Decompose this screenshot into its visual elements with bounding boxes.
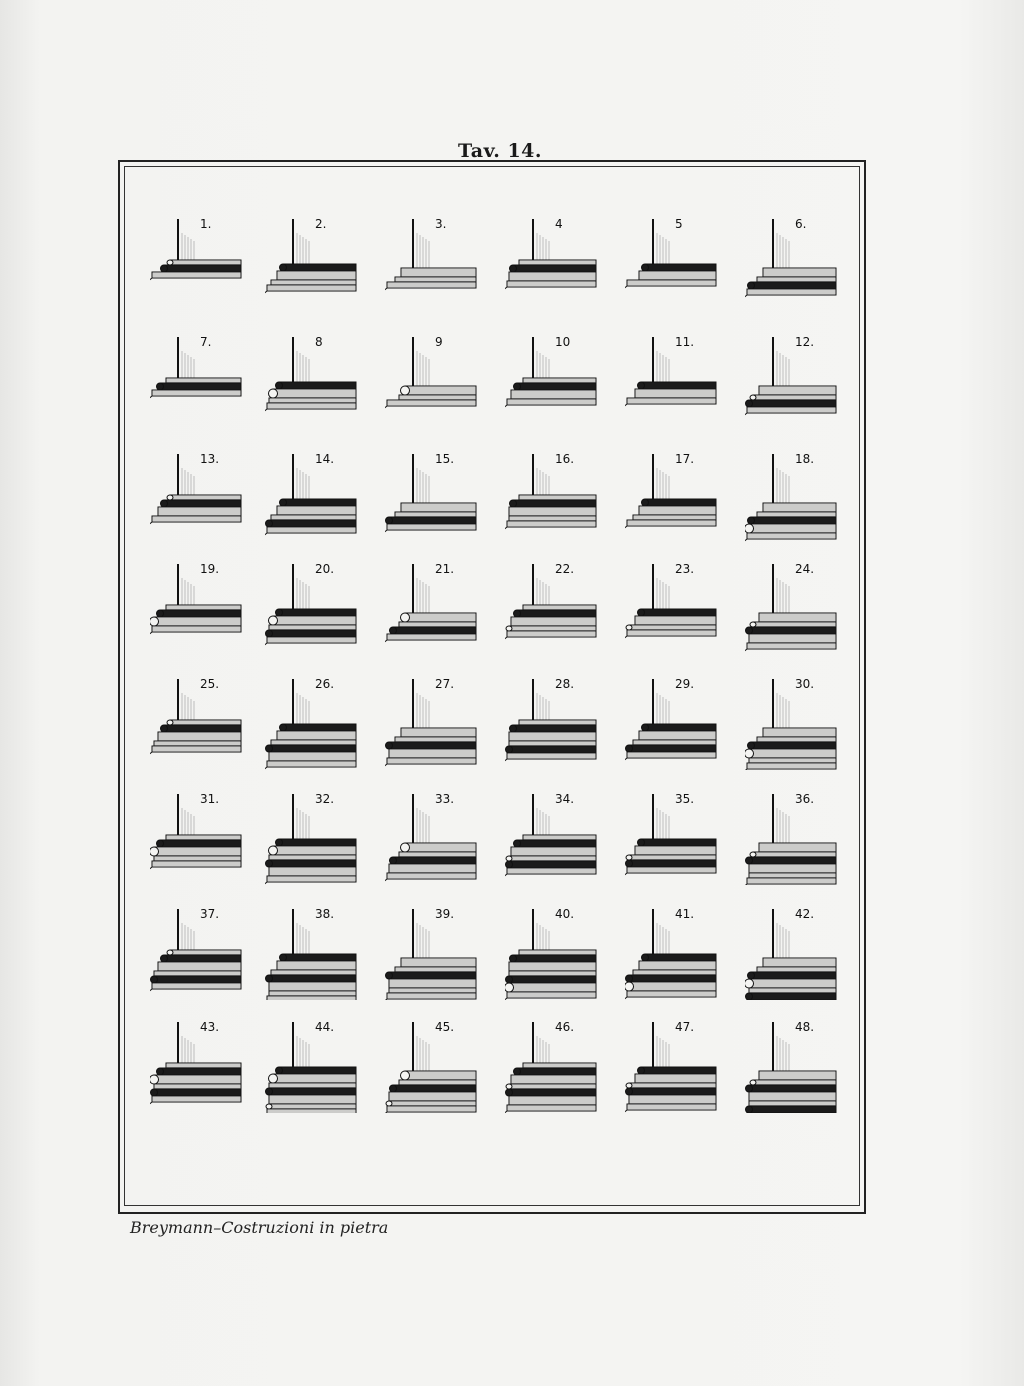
moulding-profile [745, 675, 840, 770]
moulding-profile [505, 790, 600, 885]
moulding-profile [745, 790, 840, 885]
moulding-profile [505, 675, 600, 770]
moulding-profile [150, 450, 245, 545]
moulding-profile [745, 333, 840, 428]
profile-number: 20. [315, 562, 335, 576]
moulding-profile [745, 450, 840, 545]
profile-drawing [385, 905, 480, 1000]
moulding-profile [385, 905, 480, 1000]
moulding-profile [745, 215, 840, 310]
moulding-profile [625, 905, 720, 1000]
profile-number: 6. [795, 217, 807, 231]
profile-number: 22. [555, 562, 575, 576]
profile-drawing [745, 675, 840, 770]
profile-drawing [265, 333, 360, 428]
profile-drawing [505, 790, 600, 885]
profile-number: 21. [435, 562, 455, 576]
moulding-profile [745, 560, 840, 655]
profile-drawing [505, 1018, 600, 1113]
profile-drawing [625, 790, 720, 885]
profile-drawing [150, 675, 245, 770]
moulding-profile [150, 333, 245, 428]
moulding-profile [265, 215, 360, 310]
profile-number: 27. [435, 677, 455, 691]
profile-number: 44. [315, 1020, 335, 1034]
profile-drawing [505, 333, 600, 428]
profile-number: 48. [795, 1020, 815, 1034]
profile-drawing [150, 450, 245, 545]
profile-drawing [150, 215, 245, 310]
profile-drawing [385, 333, 480, 428]
profile-drawing [745, 450, 840, 545]
profile-drawing [265, 560, 360, 655]
profile-drawing [385, 1018, 480, 1113]
moulding-profile [385, 560, 480, 655]
profile-number: 1. [200, 217, 212, 231]
profile-drawing [745, 1018, 840, 1113]
profile-drawing [265, 675, 360, 770]
profile-drawing [745, 333, 840, 428]
moulding-profile [625, 790, 720, 885]
moulding-profile [265, 333, 360, 428]
profile-number: 26. [315, 677, 335, 691]
profile-drawing [505, 905, 600, 1000]
profile-drawing [745, 905, 840, 1000]
profile-number: 11. [675, 335, 695, 349]
plate-title: Tav. 14. [457, 140, 543, 162]
profile-number: 39. [435, 907, 455, 921]
moulding-profile [385, 450, 480, 545]
profile-drawing [150, 790, 245, 885]
profile-number: 4 [555, 217, 563, 231]
profile-number: 47. [675, 1020, 695, 1034]
profile-drawing [625, 450, 720, 545]
profile-drawing [505, 450, 600, 545]
moulding-profile [150, 1018, 245, 1113]
moulding-profile [150, 905, 245, 1000]
moulding-profile [265, 790, 360, 885]
moulding-profile [505, 333, 600, 428]
profile-number: 42. [795, 907, 815, 921]
profile-number: 8 [315, 335, 323, 349]
profile-drawing [265, 450, 360, 545]
profile-drawing [505, 675, 600, 770]
moulding-profile [385, 790, 480, 885]
profile-number: 14. [315, 452, 335, 466]
moulding-profile [745, 905, 840, 1000]
profile-drawing [150, 560, 245, 655]
profile-drawing [505, 215, 600, 310]
profile-number: 31. [200, 792, 220, 806]
profile-number: 36. [795, 792, 815, 806]
profile-number: 12. [795, 335, 815, 349]
moulding-profile [625, 215, 720, 310]
moulding-profile [745, 1018, 840, 1113]
profile-number: 34. [555, 792, 575, 806]
profile-drawing [625, 215, 720, 310]
moulding-profile [150, 675, 245, 770]
profile-number: 10 [555, 335, 571, 349]
moulding-profile [625, 1018, 720, 1113]
profile-number: 2. [315, 217, 327, 231]
profile-number: 16. [555, 452, 575, 466]
profile-number: 3. [435, 217, 447, 231]
profile-drawing [385, 560, 480, 655]
profile-number: 29. [675, 677, 695, 691]
profile-number: 46. [555, 1020, 575, 1034]
profile-number: 37. [200, 907, 220, 921]
profile-drawing [150, 905, 245, 1000]
profile-drawing [625, 1018, 720, 1113]
profile-number: 23. [675, 562, 695, 576]
moulding-profile [505, 905, 600, 1000]
profile-drawing [385, 215, 480, 310]
profile-number: 30. [795, 677, 815, 691]
moulding-profile [385, 1018, 480, 1113]
profile-drawing [385, 675, 480, 770]
profile-drawing [150, 333, 245, 428]
profile-drawing [265, 215, 360, 310]
profile-drawing [265, 790, 360, 885]
profile-number: 45. [435, 1020, 455, 1034]
profile-drawing [745, 560, 840, 655]
profile-drawing [625, 675, 720, 770]
moulding-profile [150, 560, 245, 655]
moulding-profile [505, 215, 600, 310]
moulding-profile [505, 1018, 600, 1113]
moulding-profile [625, 333, 720, 428]
profile-number: 32. [315, 792, 335, 806]
profile-drawing [625, 905, 720, 1000]
profile-number: 35. [675, 792, 695, 806]
profile-drawing [265, 905, 360, 1000]
profile-number: 7. [200, 335, 212, 349]
moulding-profile [385, 215, 480, 310]
moulding-profile [265, 1018, 360, 1113]
moulding-profile [150, 790, 245, 885]
moulding-profile [385, 333, 480, 428]
profile-drawing [745, 790, 840, 885]
profile-number: 28. [555, 677, 575, 691]
profile-number: 40. [555, 907, 575, 921]
profile-drawing [385, 790, 480, 885]
profile-number: 25. [200, 677, 220, 691]
profile-number: 5 [675, 217, 683, 231]
plate-caption: Breymann–Costruzioni in pietra [130, 1218, 389, 1237]
moulding-profile [505, 560, 600, 655]
profile-number: 41. [675, 907, 695, 921]
profile-number: 15. [435, 452, 455, 466]
profile-drawing [505, 560, 600, 655]
profile-number: 19. [200, 562, 220, 576]
profile-drawing [150, 1018, 245, 1113]
profile-number: 24. [795, 562, 815, 576]
moulding-profile [265, 560, 360, 655]
moulding-profile [265, 450, 360, 545]
profile-number: 43. [200, 1020, 220, 1034]
profile-number: 9 [435, 335, 443, 349]
profile-drawing [625, 333, 720, 428]
moulding-profile [625, 450, 720, 545]
moulding-profile [625, 560, 720, 655]
profile-drawing [745, 215, 840, 310]
moulding-profile [505, 450, 600, 545]
profile-drawing [265, 1018, 360, 1113]
moulding-profile [150, 215, 245, 310]
moulding-profile [265, 905, 360, 1000]
profile-drawing [625, 560, 720, 655]
profile-number: 13. [200, 452, 220, 466]
profile-drawing [385, 450, 480, 545]
profile-number: 38. [315, 907, 335, 921]
moulding-profile [385, 675, 480, 770]
profile-number: 33. [435, 792, 455, 806]
profile-number: 18. [795, 452, 815, 466]
profile-number: 17. [675, 452, 695, 466]
moulding-profile [625, 675, 720, 770]
moulding-profile [265, 675, 360, 770]
